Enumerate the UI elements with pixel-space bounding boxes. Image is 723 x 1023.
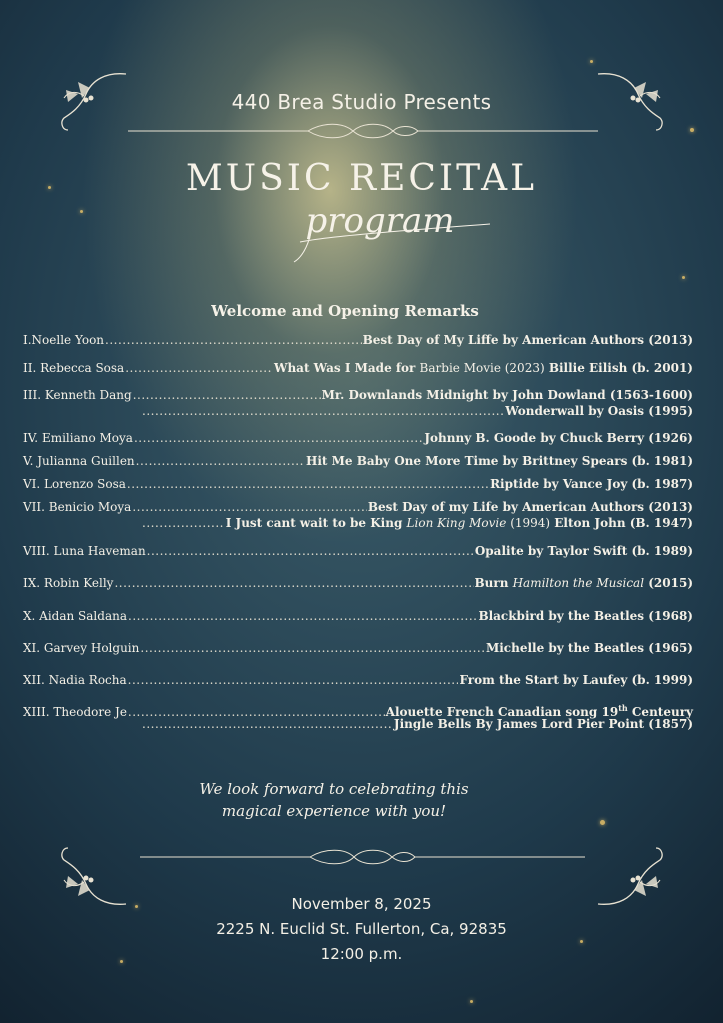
program-entry [23, 700, 693, 719]
script-program-wordmark [260, 196, 500, 266]
dot-leader [132, 499, 367, 515]
dot-leader [134, 430, 423, 446]
performer-name: III. Kenneth Dang [23, 388, 132, 402]
section-heading: Welcome and Opening Remarks [211, 302, 479, 320]
page-title: MUSIC RECITAL [185, 158, 538, 199]
flourish-divider-icon [140, 848, 585, 866]
performer-name: X. Aidan Saldana [23, 609, 127, 623]
program-entry [23, 575, 693, 591]
program-list [23, 453, 693, 469]
sparkle [80, 210, 83, 213]
program-entry [23, 543, 693, 559]
dot-leader [128, 608, 477, 624]
program-entry-continued [23, 403, 693, 419]
piece-title: Riptide by Vance Joy (b. 1987) [490, 477, 693, 491]
event-date: November 8, 2025 [291, 895, 432, 913]
piece-title: Wonderwall by Oasis (1995) [505, 404, 693, 418]
program-entry [23, 453, 693, 469]
closing-message [0, 778, 668, 822]
program-list [23, 430, 693, 446]
flourish-divider-icon [128, 122, 598, 140]
event-time: 12:00 p.m. [320, 945, 403, 963]
performer-name: VI. Lorenzo Sosa [23, 477, 126, 491]
program-list [23, 575, 693, 591]
piece-title: Alouette French Canadian song 19th Centeury [385, 703, 693, 719]
piece-title: Jingle Bells By James Lord Pier Point (1857) [393, 717, 693, 731]
dot-leader [140, 640, 485, 656]
performer-name: XII. Nadia Rocha [23, 673, 127, 687]
performer-name: VII. Benicio Moya [23, 500, 132, 514]
piece-title: Michelle by the Beatles (1965) [485, 641, 693, 655]
dot-leader [128, 672, 459, 688]
program-entry [23, 430, 693, 446]
program-entry [23, 476, 693, 492]
piece-title: I Just cant wait to be King Lion King Movie (1994) Elton John (B. 1947) [225, 516, 693, 530]
dot-leader [142, 515, 225, 531]
performer-name: VIII. Luna Haveman [23, 544, 146, 558]
dot-leader [105, 332, 362, 348]
piece-title: What Was I Made for Barbie Movie (2023) Billie Eilish (b. 2001) [273, 361, 693, 375]
sparkle [682, 276, 685, 279]
piece-title: Hit Me Baby One More Time by Brittney Spears (b. 1981) [306, 454, 693, 468]
program-entry [23, 360, 693, 376]
dot-leader [114, 575, 473, 591]
program-entry [23, 499, 693, 515]
performer-name: IX. Robin Kelly [23, 576, 114, 590]
dot-leader [142, 716, 393, 732]
event-address: 2225 N. Euclid St. Fullerton, Ca, 92835 [216, 920, 507, 938]
program-entry [23, 332, 693, 348]
program-list [23, 499, 693, 531]
program-list [23, 672, 693, 688]
program-list [23, 387, 693, 419]
performer-name: XI. Garvey Holguin [23, 641, 140, 655]
program-entry [23, 640, 693, 656]
performer-name: IV. Emiliano Moya [23, 431, 133, 445]
presenter-line: 440 Brea Studio Presents [231, 90, 492, 114]
piece-title: Burn Hamilton the Musical (2015) [474, 576, 693, 590]
program-list [23, 543, 693, 559]
program-entry [23, 672, 693, 688]
performer-name: I.Noelle Yoon [23, 333, 105, 347]
program-list [23, 332, 693, 348]
closing-line: magical experience with you! [221, 802, 447, 820]
performer-name: XIII. Theodore Je [23, 705, 127, 719]
performer-name: V. Julianna Guillen [23, 454, 135, 468]
piece-title: From the Start by Laufey (b. 1999) [459, 673, 693, 687]
program-list [23, 640, 693, 656]
program-list [23, 360, 693, 376]
piece-title: Best Day of my Life by American Authors (2013) [367, 500, 693, 514]
dot-leader [142, 403, 504, 419]
performer-name: II. Rebecca Sosa [23, 361, 125, 375]
sparkle [590, 60, 593, 63]
dot-leader [147, 543, 474, 559]
dot-leader [136, 453, 305, 469]
sparkle [690, 128, 694, 132]
program-list [23, 608, 693, 624]
piece-title: Mr. Downlands Midnight by John Dowland (1563-1600) [321, 388, 693, 402]
dot-leader [133, 387, 321, 403]
program-list [23, 476, 693, 492]
closing-line: We look forward to celebrating this [199, 780, 469, 798]
piece-title: Blackbird by the Beatles (1968) [478, 609, 693, 623]
piece-title: Best Day of My Liffe by American Authors (2013) [362, 333, 693, 347]
piece-title: Johnny B. Goode by Chuck Berry (1926) [424, 431, 693, 445]
svg-text:program: program [305, 201, 455, 241]
dot-leader [125, 360, 273, 376]
program-list [23, 700, 693, 732]
sparkle [470, 1000, 473, 1003]
program-entry [23, 387, 693, 403]
dot-leader [127, 476, 489, 492]
sparkle [580, 940, 583, 943]
piece-title: Opalite by Taylor Swift (b. 1989) [474, 544, 693, 558]
program-entry-continued [23, 515, 693, 531]
program-entry [23, 608, 693, 624]
